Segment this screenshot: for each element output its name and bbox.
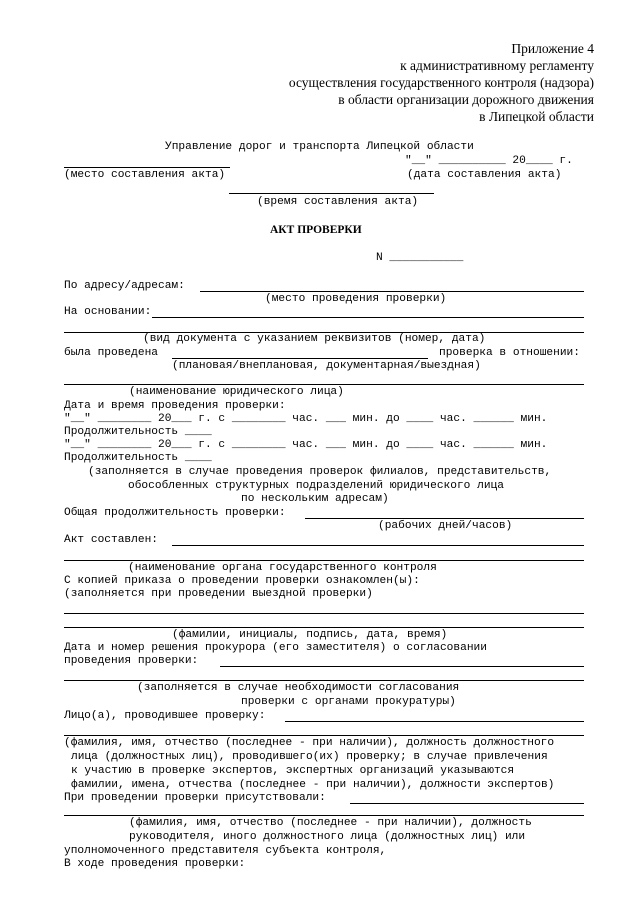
during-label: В ходе проведения проверки: <box>64 858 246 870</box>
entity-caption: (наименование юридического лица) <box>129 386 344 398</box>
present-note-3: уполномоченного представителя субъекта контроля, <box>64 845 387 857</box>
prosecutor-line-1: Дата и номер решения прокурора (его заместителя) о согласовании <box>64 642 487 654</box>
act-number: N ___________ <box>376 252 464 264</box>
address-label: По адресу/адресам: <box>64 280 185 292</box>
conducted-tail: проверка в отношении: <box>439 347 580 359</box>
datetime-label: Дата и время проведения проверки: <box>64 400 286 412</box>
inspector-line-1 <box>285 721 584 722</box>
basis-label: На основании: <box>64 306 152 318</box>
branch-note-1: (заполняется в случае проведения проверок филиалов, представительств, <box>88 466 552 478</box>
datetime-row-2: "__" ________ 20___ г. с ________ час. ___ мин. до ____ час. ______ мин. <box>64 439 548 451</box>
order-ack-line: С копией приказа о проведении проверки ознакомлен(ы): <box>64 575 420 587</box>
ack-line-1 <box>64 613 584 614</box>
address-caption: (место проведения проверки) <box>265 293 447 305</box>
duration-2: Продолжительность ____ <box>64 452 212 464</box>
appendix-line-4: в области организации дорожного движения <box>338 92 594 107</box>
time-line <box>229 193 434 194</box>
duration-1: Продолжительность ____ <box>64 426 212 438</box>
prosecutor-line-2: проведения проверки: <box>64 655 199 667</box>
time-caption: (время составления акта) <box>257 196 419 208</box>
appendix-line-3: осуществления государственного контроля (надзора) <box>288 75 594 90</box>
inspector-note-1: (фамилия, имя, отчество (последнее - при наличии), должность должностного <box>64 737 555 749</box>
branch-note-3: по нескольким адресам) <box>241 493 389 505</box>
order-ack-note: (заполняется при проведении выездной проверки) <box>64 588 373 600</box>
agreement-note-1: (заполняется в случае необходимости согласования <box>137 682 460 694</box>
appendix-header <box>174 40 594 125</box>
appendix-line-2: к административному регламенту <box>400 58 594 73</box>
appendix-line-1: Приложение 4 <box>511 41 594 56</box>
inspector-label: Лицо(а), проводившее проверку: <box>64 710 266 722</box>
total-duration-label: Общая продолжительность проверки: <box>64 507 286 519</box>
drawn-line-1 <box>172 545 584 546</box>
place-caption: (место составления акта) <box>64 169 226 181</box>
branch-note-2: обособленных структурных подразделений юридического лица <box>128 480 504 492</box>
basis-caption: (вид документа с указанием реквизитов (номер, дата) <box>143 333 486 345</box>
datetime-row-1: "__" ________ 20___ г. с ________ час. ___ мин. до ____ час. ______ мин. <box>64 413 548 425</box>
present-note-2: руководителя, иного должностного лица (должностных лиц) или <box>129 831 526 843</box>
present-note-1: (фамилия, имя, отчество (последнее - при наличии), должность <box>129 817 532 829</box>
document-title: АКТ ПРОВЕРКИ <box>270 224 362 236</box>
organization-name: Управление дорог и транспорта Липецкой области <box>165 141 474 153</box>
inspector-note-2: лица (должностных лиц), проводившего(их) проверку; в случае привлечения <box>71 751 548 763</box>
present-label: При проведении проверки присутствовали: <box>64 792 326 804</box>
authority-caption: (наименование органа государственного контроля <box>128 562 437 574</box>
total-duration-caption: (рабочих дней/часов) <box>378 520 513 532</box>
conducted-label: была проведена <box>64 347 158 359</box>
date-line: "__" __________ 20____ г. <box>405 155 573 167</box>
basis-line-1 <box>152 317 584 318</box>
inspector-note-4: фамилии, имена, отчества (последнее - при наличии), должности экспертов) <box>71 779 555 791</box>
present-line-1 <box>350 803 584 804</box>
date-caption: (дата составления акта) <box>407 169 562 181</box>
inspector-note-3: к участию в проверке экспертов, экспертных организаций указываются <box>71 765 515 777</box>
agreement-note-2: проверки с органами прокуратуры) <box>241 696 456 708</box>
signature-caption: (фамилии, инициалы, подпись, дата, время) <box>172 629 448 641</box>
prosecutor-line <box>220 666 584 667</box>
inspection-type-caption: (плановая/внеплановая, документарная/выездная) <box>172 360 481 372</box>
drawn-label: Акт составлен: <box>64 534 158 546</box>
appendix-line-5: в Липецкой области <box>479 109 594 124</box>
